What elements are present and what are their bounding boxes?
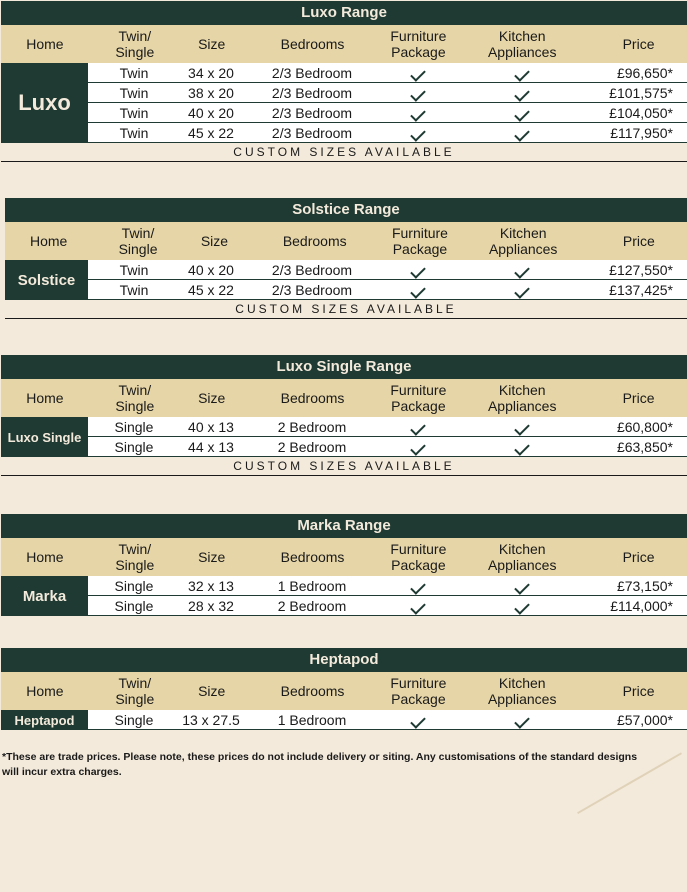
cell-price: £137,425* bbox=[609, 281, 673, 298]
header-bedrooms: Bedrooms bbox=[280, 549, 345, 565]
cell-twin: Twin bbox=[119, 84, 149, 101]
header-row bbox=[5, 222, 687, 260]
cell-price: £63,850* bbox=[616, 438, 673, 455]
cell-twin: Twin bbox=[119, 64, 149, 81]
checkmark-icon bbox=[514, 713, 530, 729]
cell-furniture bbox=[382, 105, 454, 121]
custom-sizes-note: CUSTOM SIZES AVAILABLE bbox=[5, 300, 687, 319]
cell-bedrooms: 2 Bedroom bbox=[277, 597, 347, 614]
checkmark-icon bbox=[514, 579, 530, 595]
cell-bedrooms: 2/3 Bedroom bbox=[271, 104, 353, 121]
cell-kitchen bbox=[454, 282, 590, 298]
header-size: Size bbox=[198, 683, 226, 699]
header-bedrooms: Bedrooms bbox=[280, 390, 345, 406]
cell-size: 34 x 20 bbox=[188, 64, 234, 81]
range-table bbox=[5, 198, 687, 319]
cell-kitchen bbox=[454, 65, 590, 81]
table-row bbox=[88, 417, 687, 437]
cell-furniture bbox=[382, 65, 454, 81]
header-price: Price bbox=[622, 549, 655, 565]
footnote: *These are trade prices. Please note, these prices do not include delivery or siting. Any customisations of the standard designs will incur extra charges. bbox=[2, 751, 638, 778]
header-twin: Twin/ Single bbox=[115, 541, 155, 573]
header-row bbox=[1, 25, 687, 63]
range-title: Luxo Range bbox=[1, 1, 687, 25]
header-furniture: Furniture Package bbox=[390, 382, 447, 414]
checkmark-icon bbox=[410, 579, 426, 595]
cell-bedrooms: 2 Bedroom bbox=[277, 418, 347, 435]
checkmark-icon bbox=[410, 420, 426, 436]
header-kitchen: Kitchen Appliances bbox=[487, 28, 557, 60]
header-furniture: Furniture Package bbox=[390, 28, 447, 60]
header-furniture: Furniture Package bbox=[391, 225, 448, 257]
header-bedrooms: Bedrooms bbox=[280, 36, 345, 52]
cell-twin: Single bbox=[114, 438, 154, 455]
custom-sizes-note: CUSTOM SIZES AVAILABLE bbox=[1, 143, 687, 162]
header-home: Home bbox=[26, 549, 64, 565]
range-table bbox=[1, 1, 687, 162]
checkmark-icon bbox=[410, 713, 426, 729]
header-price: Price bbox=[622, 390, 655, 406]
cell-bedrooms: 1 Bedroom bbox=[277, 577, 347, 594]
table-row bbox=[88, 437, 687, 457]
cell-size: 28 x 32 bbox=[188, 597, 234, 614]
cell-kitchen bbox=[454, 578, 590, 594]
cell-kitchen bbox=[454, 85, 590, 101]
table-row bbox=[88, 280, 687, 300]
cell-size: 44 x 13 bbox=[188, 438, 234, 455]
cell-furniture bbox=[382, 282, 454, 298]
checkmark-icon bbox=[410, 106, 426, 122]
range-title: Luxo Single Range bbox=[1, 355, 687, 379]
cell-twin: Single bbox=[114, 577, 154, 594]
cell-twin: Single bbox=[114, 418, 154, 435]
header-home: Home bbox=[26, 390, 64, 406]
cell-bedrooms: 2/3 Bedroom bbox=[271, 261, 353, 278]
header-price: Price bbox=[622, 36, 655, 52]
cell-kitchen bbox=[454, 439, 590, 455]
cell-price: £96,650* bbox=[616, 64, 673, 81]
cell-bedrooms: 2/3 Bedroom bbox=[271, 84, 353, 101]
cell-kitchen bbox=[454, 598, 590, 614]
checkmark-icon bbox=[410, 126, 426, 142]
header-furniture: Furniture Package bbox=[390, 541, 447, 573]
header-row bbox=[1, 672, 687, 710]
table-row bbox=[88, 123, 687, 143]
header-home: Home bbox=[26, 36, 64, 52]
cell-kitchen bbox=[454, 262, 590, 278]
cell-furniture bbox=[382, 712, 454, 728]
header-price: Price bbox=[622, 683, 655, 699]
cell-price: £117,950* bbox=[610, 124, 673, 141]
cell-furniture bbox=[382, 439, 454, 455]
checkmark-icon bbox=[514, 283, 530, 299]
header-bedrooms: Bedrooms bbox=[282, 233, 347, 249]
checkmark-icon bbox=[410, 599, 426, 615]
cell-twin: Twin bbox=[119, 124, 149, 141]
cell-twin: Twin bbox=[119, 104, 149, 121]
checkmark-icon bbox=[410, 440, 426, 456]
cell-twin: Twin bbox=[119, 261, 149, 278]
cell-price: £114,000* bbox=[610, 597, 673, 614]
cell-twin: Twin bbox=[119, 281, 149, 298]
custom-sizes-note: CUSTOM SIZES AVAILABLE bbox=[1, 457, 687, 476]
home-label: Heptapod bbox=[1, 710, 88, 730]
table-row bbox=[88, 83, 687, 103]
cell-bedrooms: 2/3 Bedroom bbox=[271, 124, 353, 141]
cell-size: 40 x 20 bbox=[188, 104, 234, 121]
header-home: Home bbox=[26, 683, 64, 699]
header-size: Size bbox=[198, 549, 226, 565]
range-table bbox=[1, 514, 687, 616]
cell-bedrooms: 2/3 Bedroom bbox=[271, 64, 353, 81]
cell-size: 40 x 20 bbox=[188, 261, 234, 278]
cell-furniture bbox=[382, 419, 454, 435]
header-row bbox=[1, 379, 687, 417]
cell-twin: Single bbox=[114, 597, 154, 614]
header-twin: Twin/ Single bbox=[115, 675, 155, 707]
checkmark-icon bbox=[514, 86, 530, 102]
cell-size: 45 x 22 bbox=[188, 281, 234, 298]
header-row bbox=[1, 538, 687, 576]
table-row bbox=[88, 596, 687, 616]
checkmark-icon bbox=[514, 106, 530, 122]
cell-furniture bbox=[382, 598, 454, 614]
cell-kitchen bbox=[454, 419, 590, 435]
cell-size: 45 x 22 bbox=[188, 124, 234, 141]
checkmark-icon bbox=[514, 420, 530, 436]
header-twin: Twin/ Single bbox=[115, 382, 155, 414]
home-label: Luxo bbox=[1, 63, 88, 143]
checkmark-icon bbox=[410, 86, 426, 102]
cell-bedrooms: 2/3 Bedroom bbox=[271, 281, 353, 298]
checkmark-icon bbox=[514, 66, 530, 82]
header-size: Size bbox=[198, 36, 226, 52]
cell-furniture bbox=[382, 262, 454, 278]
header-kitchen: Kitchen Appliances bbox=[487, 675, 557, 707]
header-home: Home bbox=[30, 233, 68, 249]
checkmark-icon bbox=[514, 599, 530, 615]
header-price: Price bbox=[622, 233, 655, 249]
header-size: Size bbox=[198, 390, 226, 406]
cell-price: £101,575* bbox=[609, 84, 673, 101]
checkmark-icon bbox=[410, 66, 426, 82]
table-row bbox=[88, 63, 687, 83]
range-title: Marka Range bbox=[1, 514, 687, 538]
table-row bbox=[88, 576, 687, 596]
table-row bbox=[88, 103, 687, 123]
header-kitchen: Kitchen Appliances bbox=[488, 225, 558, 257]
cell-bedrooms: 2 Bedroom bbox=[277, 438, 347, 455]
cell-price: £73,150* bbox=[616, 577, 673, 594]
range-title: Heptapod bbox=[1, 648, 687, 672]
cell-bedrooms: 1 Bedroom bbox=[277, 711, 347, 728]
cell-kitchen bbox=[454, 105, 590, 121]
range-table bbox=[1, 648, 687, 730]
header-twin: Twin/ Single bbox=[115, 28, 155, 60]
home-label: Solstice bbox=[5, 260, 88, 300]
cell-price: £57,000* bbox=[616, 711, 673, 728]
cell-size: 40 x 13 bbox=[188, 418, 234, 435]
cell-kitchen bbox=[454, 125, 590, 141]
range-table bbox=[1, 355, 687, 476]
cell-size: 38 x 20 bbox=[188, 84, 234, 101]
cell-price: £104,050* bbox=[609, 104, 673, 121]
cell-size: 13 x 27.5 bbox=[182, 711, 240, 728]
header-twin: Twin/ Single bbox=[118, 225, 158, 257]
header-size: Size bbox=[200, 233, 229, 249]
checkmark-icon bbox=[410, 263, 426, 279]
cell-price: £60,800* bbox=[616, 418, 673, 435]
cell-furniture bbox=[382, 85, 454, 101]
home-label: Luxo Single bbox=[1, 417, 88, 457]
cell-kitchen bbox=[454, 712, 590, 728]
cell-size: 32 x 13 bbox=[188, 577, 234, 594]
checkmark-icon bbox=[514, 126, 530, 142]
header-bedrooms: Bedrooms bbox=[280, 683, 345, 699]
table-row bbox=[88, 260, 687, 280]
home-label: Marka bbox=[1, 576, 88, 616]
header-furniture: Furniture Package bbox=[390, 675, 447, 707]
checkmark-icon bbox=[514, 263, 530, 279]
cell-price: £127,550* bbox=[609, 261, 673, 278]
cell-twin: Single bbox=[114, 711, 154, 728]
checkmark-icon bbox=[514, 440, 530, 456]
cell-furniture bbox=[382, 578, 454, 594]
cell-furniture bbox=[382, 125, 454, 141]
header-kitchen: Kitchen Appliances bbox=[487, 541, 557, 573]
range-title: Solstice Range bbox=[5, 198, 687, 222]
checkmark-icon bbox=[410, 283, 426, 299]
table-row bbox=[88, 710, 687, 730]
header-kitchen: Kitchen Appliances bbox=[487, 382, 557, 414]
